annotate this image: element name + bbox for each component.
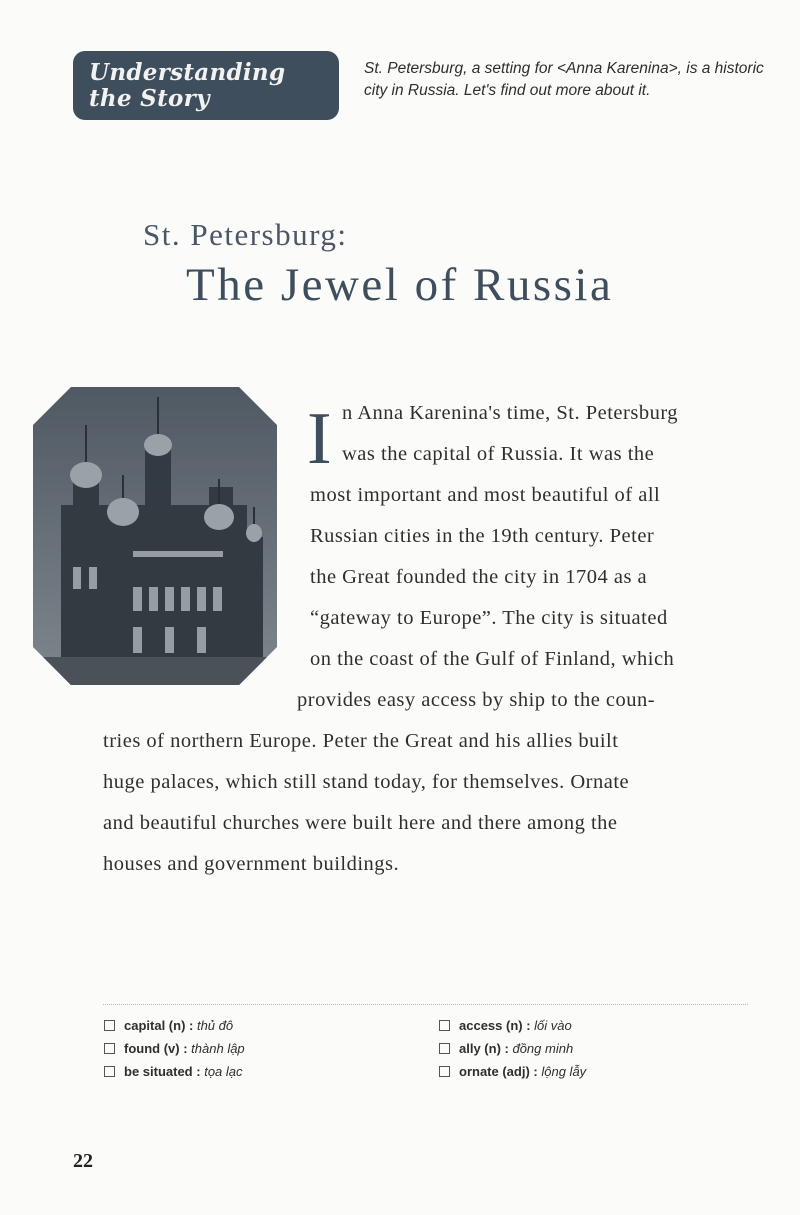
body-line: provides easy access by ship to the coun- — [297, 689, 656, 711]
body-line: Russian cities in the 19th century. Peter — [310, 525, 655, 547]
body-line: huge palaces, which still stand today, for themselves. Ornate — [103, 771, 630, 793]
checkbox-icon[interactable] — [439, 1043, 450, 1054]
vocab-divider — [103, 1004, 748, 1005]
body-line: on the coast of the Gulf of Finland, which — [310, 648, 675, 670]
body-line: tries of northern Europe. Peter the Great and his allies built — [103, 730, 619, 752]
checkbox-icon[interactable] — [104, 1043, 115, 1054]
vocab-term: ally (n) : — [459, 1041, 509, 1056]
body-line: most important and most beautiful of all — [310, 484, 661, 506]
vocab-item — [104, 1041, 245, 1056]
vocab-term: found (v) : — [124, 1041, 188, 1056]
vocab-term: ornate (adj) : — [459, 1064, 538, 1079]
vocab-item — [104, 1018, 233, 1033]
badge-line-2: the Story — [89, 85, 210, 112]
vocab-item — [439, 1064, 586, 1079]
body-line: “gateway to Europe”. The city is situated — [310, 607, 668, 629]
vocab-meaning: đồng minh — [512, 1041, 574, 1056]
vocab-item — [439, 1041, 573, 1056]
vocab-meaning: lộng lẫy — [541, 1064, 587, 1079]
vocab-meaning: lối vào — [534, 1018, 572, 1033]
article-subtitle: St. Petersburg: — [143, 217, 348, 252]
vocab-item — [104, 1064, 243, 1079]
vocab-term: be situated : — [124, 1064, 201, 1079]
intro-text: St. Petersburg, a setting for <Anna Karenina>, is a historic city in Russia. Let's find out more about it. — [364, 60, 764, 99]
body-line: n Anna Karenina's time, St. Petersburg — [342, 402, 679, 424]
vocab-term: access (n) : — [459, 1018, 531, 1033]
body-line: houses and government buildings. — [103, 853, 400, 875]
page-number: 22 — [73, 1150, 93, 1172]
section-badge — [73, 51, 339, 120]
vocab-item — [439, 1018, 572, 1033]
checkbox-icon[interactable] — [439, 1066, 450, 1077]
body-line: and beautiful churches were built here and there among the — [103, 812, 618, 834]
vocab-meaning: thành lập — [191, 1041, 245, 1056]
badge-line-1: Understanding — [89, 59, 286, 86]
vocab-meaning: tọa lạc — [204, 1064, 243, 1079]
checkbox-icon[interactable] — [104, 1066, 115, 1077]
article-title: The Jewel of Russia — [186, 259, 614, 311]
church-photo — [33, 387, 277, 685]
vocab-term: capital (n) : — [124, 1018, 194, 1033]
checkbox-icon[interactable] — [439, 1020, 450, 1031]
body-line: was the capital of Russia. It was the — [342, 443, 655, 465]
checkbox-icon[interactable] — [104, 1020, 115, 1031]
drop-cap: I — [307, 398, 332, 480]
body-line: the Great founded the city in 1704 as a — [310, 566, 648, 588]
vocab-meaning: thủ đô — [196, 1018, 234, 1033]
